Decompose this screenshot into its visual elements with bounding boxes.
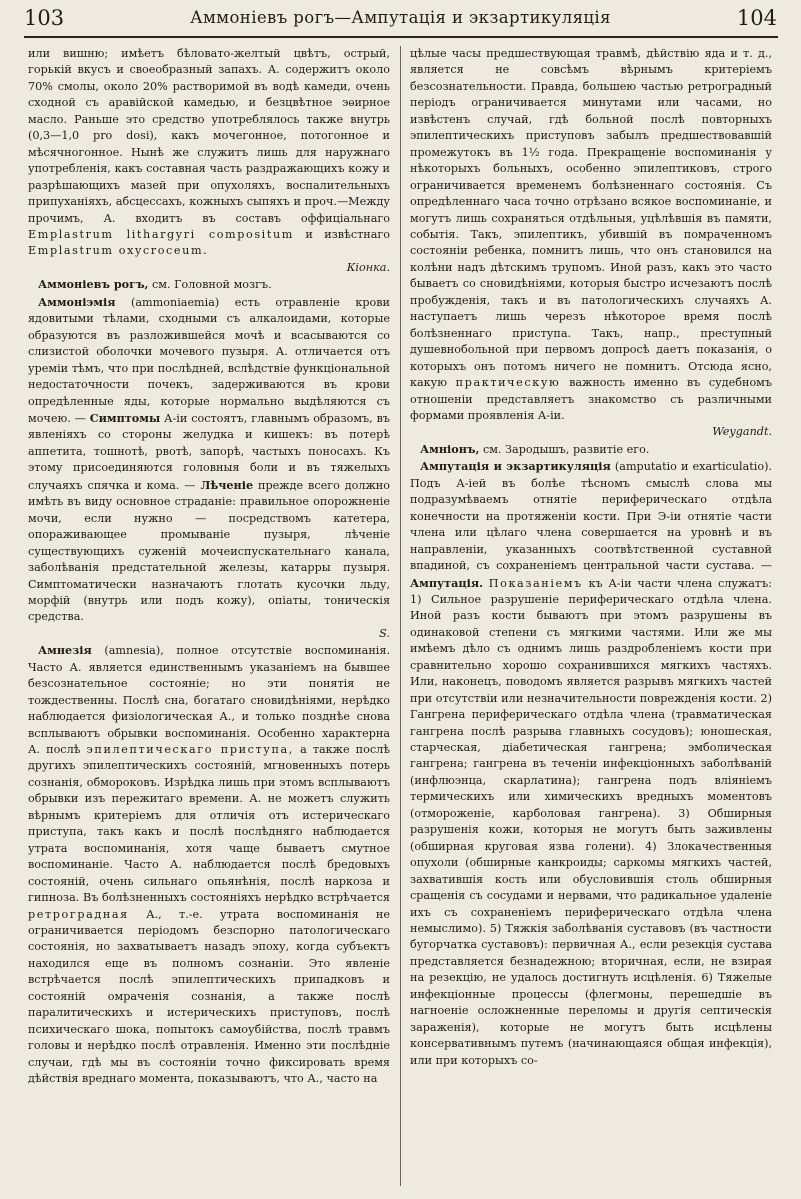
entry-headword: Амніонъ,	[420, 441, 480, 456]
entry-amnion: Амніонъ, см. Зародышъ, развитіе его.	[420, 441, 650, 456]
entry-ammoniemia: Аммоніэмія (ammoniaemia) есть отравленіе крови ядовитыми тѣлами, сходными съ алкалоидами, которые образуются въ разложившейся мочѣ и всасываются со слизистой оболочки мочевого пузыря. А. отличается отъ уреміи тѣмъ, что при послѣдней, вслѣдствіе функціональной недостаточности почекъ, задерживаются въ крови опредѣленные яды, которые нормально выдѣляются съ мочею. — Симптомы А-іи состоятъ, главнымъ образомъ, въ явленіяхъ со стороны желудка и кишекъ: въ потерѣ аппетита, тошнотѣ, рвотѣ, запорѣ, частыхъ поносахъ. Къ этому присоединяются головныя боли и въ тяжелыхъ случаяхъ спячка и кома. — Лѣченіе прежде всего должно имѣть въ виду основное страданіе: правильное опорожненіе мочи, если нужно — посредствомъ катетера, опораживающее промываніе пузыря, лѣченіе существующихъ суженій мочеиспускательнаго канала, заболѣванія предстательной железы, катарры пузыря. Симптоматически назначаютъ глотать кусочки льду, морфій (внутрь или подъ кожу), опіаты, тоническія средства. S.	[28, 294, 390, 643]
latin-term: Emplastrum oxycroceum.	[28, 244, 209, 258]
author-signature: Weygandt.	[712, 425, 772, 439]
subheading: Ампутація.	[410, 575, 484, 590]
header-rule	[24, 36, 778, 38]
right-column	[410, 46, 772, 1191]
entry-amputatsia: Ампутація и экзартикуляція (amputatio и exarticulatio). Подъ А-іей въ болѣе тѣсномъ смыслѣ слова мы подразумѣваемъ отнятіе периферическаго отдѣла конечности на протяженіи кости. При Э-іи отнятіе части члена или цѣлаго члена совершается на уровнѣ и въ направленіи, указанныхъ соотвѣтственной суставной впадиной, съ сохраненіемъ центральной части сустава. — Ампутація. Показаніемъ къ А-іи части члена служатъ: 1) Сильное разрушеніе периферическаго отдѣла члена. Иной разъ кости бываютъ при этомъ разрушены въ одинаковой степени съ мягкими частями. Или же мы имѣемъ дѣло съ однимъ лишь раздробленіемъ кости при сравнительно хорошо сохранившихся мягкихъ частяхъ. Или, наконецъ, поводомъ является разрывъ мягкихъ частей при отсутствіи или незначительности поврежденія кости. 2) Гангрена периферическаго отдѣла члена (травматическая гангрена послѣ разрыва главныхъ сосудовъ); юношеская, старческая, діабетическая гангрена; эмболическая гангрена; гангрена въ теченіи инфекціонныхъ заболѣваній (инфлюэнца, скарлатина); гангрена подъ вліяніемъ термическихъ или химическихъ вредныхъ моментовъ (отмороженіе, карболовая гангрена). 3) Обширныя разрушенія кожи, которыя не могутъ быть заживлены (обширная круговая язва голени). 4) Злокачественныя опухоли (обширные канкроиды; саркомы мягкихъ частей, захватившія кость или обусловившія столь обширныя сращенія съ сосудами и нервами, что радикальное удаленіе ихъ съ сохраненіемъ периферическаго отдѣла члена немыслимо). 5) Тяжкія заболѣванія суставовъ (въ частности бугорчатка суставовъ): первичная А., если резекція сустава представляется безнадежною; вторичная, если, не взирая на резекцію, не удалось достигнуть исцѣленія. 6) Тяжелые инфекціонные процессы (флегмоны, перешедшіе въ нагноеніе осложненные переломы и другія септическія зараженія), которые не могутъ быть исцѣлены консервативнымъ путемъ (начинающаяся общая инфекція), или при которыхъ со-	[410, 459, 772, 1067]
entry-amnezia: Амнезія (amnesia), полное отсутствіе воспоминанія. Часто А. является единственнымъ указаніемъ на бывшее безсознательное состояніе; но эти понятія не тождественны. Послѣ сна, богатаго сновидѣніями, нерѣдко наблюдается физіологическая А., и только позднѣе снова всплываютъ обрывки воспоминанія. Особенно характерна А. послѣ эпилептическаго приступа, а также послѣ другихъ эпилептическихъ состояній, мгновенныхъ потерь сознанія, обмороковъ. Изрѣдка лишь при этомъ всплываютъ обрывки изъ пережитаго времени. А. не можетъ служить вѣрнымъ критеріемъ для отличія отъ истерическаго приступа, такъ какъ и послѣ послѣдняго наблюдается утрата воспоминанія, хотя чаще бываетъ смутное воспоминаніе. Часто А. наблюдается послѣ бредовыхъ состояній, очень сильнаго опьянѣнія, послѣ наркоза и гипноза. Въ болѣзненныхъ состояніяхъ нерѣдко встрѣчается ретроградная А., т.-е. утрата воспоминанія не ограничивается періодомъ безспорно патологическаго состоянія, но захватываетъ назадъ эпоху, когда субъектъ находился еще въ полномъ сознаніи. Это явленіе встрѣчается послѣ эпилептическихъ припадковъ и состояній омраченія сознанія, а также послѣ паралитическихъ и истерическихъ приступовъ, послѣ психическаго шока, попытокъ самоубійства, послѣ травмъ головы и нерѣдко послѣ отравленія. Именно эти послѣдніе случаи, гдѣ мы въ состояніи точно фиксировать время дѣйствія вреднаго момента, показываютъ, что А., часто на	[28, 643, 390, 1086]
running-title: Аммоніевъ рогъ—Ампутація и экзартикуляція	[190, 8, 611, 27]
author-signature: S.	[379, 626, 390, 640]
entry-amnezia-continued: цѣлые часы предшествующая травмѣ, дѣйствію яда и т. д., является не совсѣмъ вѣрнымъ критеріемъ безсознательности. Правда, большею частью ретроградный періодъ ограничивается минутами или часами, но извѣстенъ случай, гдѣ больной послѣ повторныхъ эпилептическихъ приступовъ забылъ предшествовавшій промежутокъ въ 1½ года. Прекращеніе воспоминанія у нѣкоторыхъ больныхъ, особенно эпилептиковъ, строго ограничивается временемъ болѣзненнаго состоянія. Съ опредѣленнаго часа точно отрѣзано всякое воспоминаніе, и могутъ лишь сохраняться отдѣльныя, уцѣлѣвшія въ памяти, событія. Такъ, эпилептикъ, убившій въ помраченномъ состояніи ребенка, помнитъ лишь, что онъ становился на колѣни надъ дѣтскимъ трупомъ. Иной разъ, какъ это часто бываетъ со сновидѣніями, которыя быстро исчезаютъ послѣ пробужденія, такъ и въ патологическихъ случаяхъ А. наступаетъ лишь черезъ нѣкоторое время послѣ болѣзненнаго приступа. Такъ, напр., преступный душевнобольной при первомъ допросѣ даетъ показанія, о которыхъ онъ потомъ ничего не помнитъ. Отсюда ясно, какую практическую важность именно въ судебномъ отношеніи представляетъ знакомство съ различными формами проявленія А-іи. Weygandt.	[410, 46, 772, 441]
entry-headword: Аммоніевъ рогъ,	[38, 277, 149, 292]
spaced-term: эпилептическаго приступа,	[86, 743, 294, 757]
entry-headword: Аммоніэмія	[38, 294, 116, 309]
spaced-term: практическую	[455, 376, 561, 390]
entry-ammiak-continued: или вишню; имѣетъ бѣловато-желтый цвѣтъ, острый, горькій вкусъ и своеобразный запахъ. А. содержитъ около 70% смолы, около 20% растворимой въ водѣ камеди, очень сходной съ аравійской камедью, и безцвѣтное эѳирное масло. Раньше это средство употреблялось также внутрь (0,3—1,0 pro dosi), какъ мочегонное, потогонное и мѣсячногонное. Нынѣ же служитъ лишь для наружнаго употребленія, какъ составная часть раздражающихъ кожу и разрѣшающихъ мазей при опухоляхъ, воспалительныхъ припуханіяхъ, абсцессахъ, кожныхъ сыпяхъ и проч.—Между прочимъ, А. входитъ въ составъ оффиціальнаго Emplastrum lithargyri compositum и извѣстнаго Emplastrum oxycroceum. Кіонка.	[28, 46, 390, 276]
entry-headword: Амнезія	[38, 643, 92, 658]
page-header	[0, 0, 801, 36]
spaced-term: ретроградная	[28, 907, 129, 921]
subheading: Симптомы	[89, 410, 161, 425]
page-number-left: 103	[24, 6, 65, 30]
latin-term: Emplastrum lithargyri compositum	[28, 227, 294, 241]
left-column	[28, 46, 390, 1191]
page-number-right: 104	[736, 6, 777, 30]
subheading: Лѣченіе	[200, 477, 254, 492]
entry-ammoniev-rog: Аммоніевъ рогъ, см. Головной мозгъ.	[38, 277, 272, 292]
column-divider	[400, 46, 401, 1186]
entry-headword: Ампутація и экзартикуляція	[420, 459, 611, 474]
spaced-term: Показаніемъ	[488, 576, 583, 590]
author-signature: Кіонка.	[346, 260, 390, 274]
